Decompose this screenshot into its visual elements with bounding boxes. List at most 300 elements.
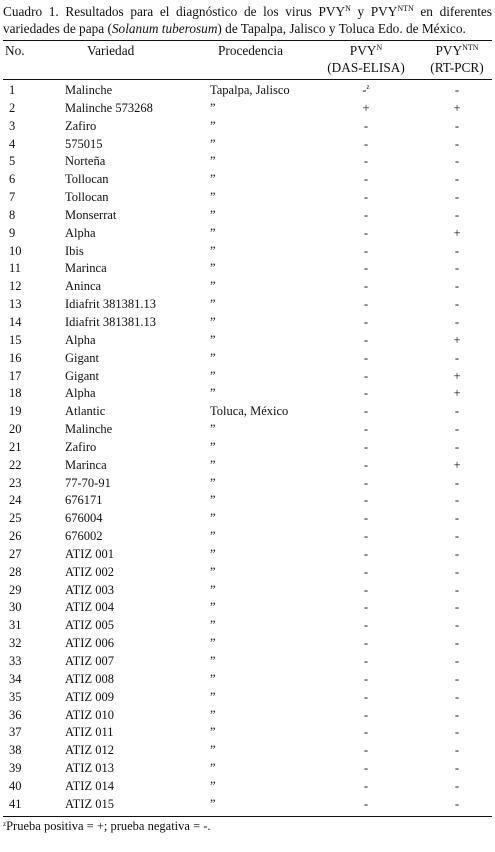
cell-procedencia-value: ” [210, 457, 216, 472]
cell-rt-pcr-value: - [454, 671, 460, 686]
cell-variedad-value: Monserrat [65, 207, 117, 222]
cell-das-elisa-value: - [363, 564, 369, 579]
table-row [3, 385, 492, 403]
cell-das-elisa [326, 635, 406, 653]
cell-das-elisa [326, 278, 406, 296]
cell-variedad [65, 421, 112, 439]
cell-das-elisa [326, 421, 406, 439]
cell-no-value: 23 [9, 475, 22, 490]
table-row [3, 100, 492, 118]
cell-no [9, 599, 22, 617]
cell-procedencia [210, 475, 216, 493]
cell-das-elisa-value: - [363, 546, 369, 561]
cell-procedencia-value: ” [210, 796, 216, 811]
cell-variedad [65, 439, 96, 457]
caption-text: en diferentes variedades de papa ( [3, 4, 492, 36]
cell-variedad-value: ATIZ 004 [65, 600, 114, 615]
table-row [3, 617, 492, 635]
cell-variedad [65, 100, 153, 118]
cell-procedencia [210, 421, 216, 439]
cell-no [9, 332, 22, 350]
cell-no-value: 18 [9, 386, 22, 401]
table-row [3, 475, 492, 493]
cell-rt-pcr [422, 492, 492, 510]
table-row [3, 546, 492, 564]
cell-variedad-value: ATIZ 013 [65, 761, 114, 776]
cell-variedad-value: ATIZ 008 [65, 671, 114, 686]
table-row [3, 724, 492, 742]
cell-procedencia [210, 564, 216, 582]
cell-rt-pcr-value: - [454, 511, 460, 526]
cell-rt-pcr-value: - [454, 778, 460, 793]
cell-rt-pcr-value: - [454, 546, 460, 561]
cell-procedencia [210, 118, 216, 136]
cell-procedencia-value: ” [210, 207, 216, 222]
cell-procedencia-value: ” [210, 154, 216, 169]
cell-no-value: 19 [9, 404, 22, 419]
cell-variedad-value: Zafiro [65, 118, 97, 133]
cell-rt-pcr-value: + [453, 386, 461, 401]
cell-variedad-value: Zafiro [65, 439, 97, 454]
cell-das-elisa-value: - [363, 582, 369, 597]
cell-procedencia-value: ” [210, 386, 216, 401]
cell-rt-pcr-value: - [454, 243, 460, 258]
cell-das-elisa [326, 439, 406, 457]
cell-variedad-value: Idiafrit 381381.13 [65, 297, 156, 312]
table-row [3, 796, 492, 814]
cell-rt-pcr [422, 546, 492, 564]
cell-procedencia-value: ” [210, 100, 216, 115]
cell-no [9, 760, 22, 778]
cell-procedencia [210, 528, 216, 546]
cell-das-elisa-value: - [363, 654, 369, 668]
cell-variedad-value: ATIZ 001 [65, 546, 114, 561]
cell-rt-pcr-value: + [453, 332, 461, 347]
cell-procedencia [210, 314, 216, 332]
cell-das-elisa [326, 207, 406, 225]
cell-rt-pcr-value: - [454, 600, 460, 615]
cell-procedencia-value: Toluca, México [210, 404, 289, 419]
cell-variedad-value: Idiafrit 381381.13 [65, 314, 156, 329]
cell-rt-pcr-value: - [454, 297, 460, 312]
cell-das-elisa [326, 475, 406, 493]
cell-procedencia-value: ” [210, 511, 216, 526]
table-header [3, 41, 492, 79]
cell-procedencia [210, 599, 216, 617]
table-row [3, 296, 492, 314]
cell-das-elisa-value: - [363, 511, 369, 526]
cell-variedad-value: 77-70-91 [65, 475, 111, 490]
cell-das-elisa [326, 671, 406, 689]
table-bottom-rule [3, 816, 492, 817]
cell-rt-pcr [422, 153, 492, 171]
cell-variedad [65, 278, 101, 296]
table-row [3, 492, 492, 510]
cell-variedad-value: Atlantic [65, 404, 106, 419]
table-row [3, 707, 492, 725]
cell-no [9, 189, 15, 207]
cell-variedad [65, 332, 96, 350]
cell-rt-pcr-value: - [454, 618, 460, 633]
cell-das-elisa-value: - [363, 136, 369, 151]
cell-rt-pcr [422, 724, 492, 742]
cell-rt-pcr-value: - [454, 207, 460, 222]
cell-procedencia [210, 278, 216, 296]
cell-rt-pcr-value: - [454, 582, 460, 597]
cell-rt-pcr [422, 599, 492, 617]
cell-procedencia [210, 189, 216, 207]
cell-no-value: 21 [9, 439, 22, 454]
cell-variedad [65, 457, 107, 475]
cell-das-elisa-value: - [363, 689, 369, 704]
header-pvyntn-superscript: NTN [462, 43, 479, 52]
cell-variedad-value: Alpha [65, 332, 96, 347]
table-row [3, 243, 492, 261]
cell-no-value: 4 [9, 136, 16, 151]
cell-rt-pcr [422, 243, 492, 261]
table-row [3, 510, 492, 528]
header-pvyntn-label: PVY [435, 43, 463, 58]
cell-procedencia-value: ” [210, 600, 216, 615]
table-row [3, 653, 492, 671]
cell-procedencia [210, 332, 216, 350]
table-row [3, 599, 492, 617]
cell-procedencia-value: ” [210, 350, 216, 365]
cell-rt-pcr-value: - [454, 83, 460, 97]
table-row [3, 260, 492, 278]
cell-rt-pcr-value: - [454, 761, 460, 776]
table-row [3, 778, 492, 796]
cell-no [9, 439, 22, 457]
cell-no [9, 778, 22, 796]
cell-rt-pcr [422, 796, 492, 814]
cell-rt-pcr-value: - [454, 314, 460, 329]
table-row [3, 153, 492, 171]
cell-no-value: 14 [9, 314, 22, 329]
header-pvyn [326, 43, 406, 59]
cell-procedencia [210, 582, 216, 600]
cell-variedad [65, 778, 114, 796]
header-pvyn-superscript: N [376, 43, 383, 52]
cell-procedencia-value: ” [210, 225, 216, 240]
cell-no-value: 17 [9, 368, 22, 383]
cell-variedad [65, 350, 99, 368]
cell-no-value: 2 [9, 100, 16, 115]
cell-no [9, 635, 22, 653]
cell-das-elisa-value: - [363, 172, 369, 187]
cell-rt-pcr-value: - [454, 279, 460, 294]
cell-procedencia-value: ” [210, 564, 216, 579]
cell-rt-pcr [422, 582, 492, 600]
cell-variedad-value: Malinche 573268 [65, 100, 153, 115]
cell-das-elisa [326, 617, 406, 635]
cell-no-value: 34 [9, 671, 22, 686]
cell-procedencia [210, 153, 216, 171]
cell-procedencia-value: ” [210, 190, 216, 205]
cell-no [9, 207, 15, 225]
cell-procedencia [210, 260, 216, 278]
cell-das-elisa-value: - [363, 761, 369, 776]
cell-das-elisa [326, 724, 406, 742]
cell-variedad [65, 724, 114, 742]
cell-variedad [65, 403, 105, 421]
cell-rt-pcr-value: - [454, 475, 460, 490]
cell-das-elisa [326, 350, 406, 368]
cell-das-elisa [326, 796, 406, 814]
cell-rt-pcr [422, 225, 492, 243]
cell-no [9, 350, 22, 368]
cell-procedencia [210, 492, 216, 510]
cell-no [9, 564, 22, 582]
cell-das-elisa-value: - [363, 439, 369, 454]
cell-procedencia-value: ” [210, 332, 216, 347]
cell-das-elisa-value: - [363, 796, 369, 811]
cell-variedad [65, 617, 114, 635]
cell-das-elisa-value: - [363, 404, 369, 419]
cell-procedencia [210, 368, 216, 386]
cell-variedad [65, 385, 96, 403]
cell-das-elisa [326, 457, 406, 475]
cell-procedencia-value: ” [210, 671, 216, 686]
cell-variedad [65, 475, 111, 493]
cell-no [9, 278, 22, 296]
caption-text: Cuadro 1. Resultados para el diagnóstico de los virus PVY [3, 4, 346, 19]
cell-no-value: 12 [9, 279, 22, 294]
cell-rt-pcr [422, 707, 492, 725]
cell-rt-pcr-value: - [454, 725, 460, 740]
cell-das-elisa [326, 385, 406, 403]
cell-no-value: 28 [9, 564, 22, 579]
cell-rt-pcr [422, 510, 492, 528]
cell-variedad [65, 82, 112, 100]
table-row [3, 189, 492, 207]
cell-das-elisa [326, 136, 406, 154]
cell-variedad [65, 707, 114, 725]
cell-das-elisa [326, 153, 406, 171]
cell-das-elisa [326, 528, 406, 546]
cell-variedad [65, 296, 156, 314]
cell-das-elisa-value: + [362, 100, 370, 115]
cell-das-elisa [326, 82, 406, 100]
cell-variedad-value: ATIZ 011 [65, 725, 114, 740]
cell-das-elisa [326, 314, 406, 332]
cell-procedencia-value: ” [210, 493, 216, 508]
cell-procedencia [210, 100, 216, 118]
cell-variedad-value: 676002 [65, 529, 103, 544]
table-row [3, 421, 492, 439]
cell-no-value: 27 [9, 546, 22, 561]
cell-das-elisa [326, 403, 406, 421]
cell-no [9, 457, 22, 475]
cell-procedencia [210, 742, 216, 760]
cell-no-value: 41 [9, 796, 22, 811]
cell-no [9, 742, 22, 760]
cell-rt-pcr-value: + [453, 225, 461, 240]
cell-variedad-value: Malinche [65, 422, 113, 437]
cell-procedencia-value: ” [210, 279, 216, 294]
cell-variedad [65, 136, 103, 154]
cell-das-elisa [326, 100, 406, 118]
table-row [3, 314, 492, 332]
cell-variedad-value: Marinca [65, 457, 107, 472]
table-row [3, 332, 492, 350]
cell-variedad-value: ATIZ 007 [65, 654, 114, 668]
cell-no-value: 32 [9, 636, 22, 651]
cell-variedad-value: Ibis [65, 243, 84, 258]
cell-das-elisa-value: - [363, 386, 369, 401]
cell-das-elisa [326, 243, 406, 261]
header-pvyntn-method: (RT-PCR) [430, 60, 484, 75]
cell-procedencia-value: ” [210, 314, 216, 329]
cell-variedad [65, 510, 103, 528]
cell-procedencia [210, 653, 216, 671]
table-row [3, 528, 492, 546]
cell-no [9, 260, 21, 278]
cell-no [9, 707, 22, 725]
cell-das-elisa-value: - [363, 707, 369, 722]
cell-procedencia-value: ” [210, 529, 216, 544]
cell-variedad [65, 796, 114, 814]
cell-variedad-value: Alpha [65, 386, 96, 401]
cell-procedencia [210, 617, 216, 635]
cell-rt-pcr [422, 296, 492, 314]
cell-procedencia [210, 671, 216, 689]
cell-no [9, 296, 22, 314]
cell-rt-pcr [422, 617, 492, 635]
cell-no [9, 546, 22, 564]
cell-variedad-value: Tollocan [65, 190, 109, 205]
cell-variedad-value: Tollocan [65, 172, 109, 187]
table-row [3, 225, 492, 243]
header-procedencia: Procedencia [218, 43, 283, 58]
cell-no [9, 653, 22, 671]
cell-variedad [65, 314, 156, 332]
cell-no-value: 7 [9, 190, 16, 205]
cell-no [9, 153, 15, 171]
cell-no [9, 171, 15, 189]
cell-rt-pcr [422, 368, 492, 386]
cell-das-elisa-value: - [363, 636, 369, 651]
cell-variedad-value: ATIZ 006 [65, 636, 114, 651]
cell-das-elisa-value: - [363, 368, 369, 383]
table-row [3, 582, 492, 600]
cell-no-value: 5 [9, 154, 16, 169]
cell-variedad [65, 599, 114, 617]
cell-das-elisa-value: - [363, 314, 369, 329]
cell-rt-pcr [422, 475, 492, 493]
cell-variedad-value: Alpha [65, 225, 96, 240]
cell-rt-pcr [422, 689, 492, 707]
cell-variedad [65, 243, 84, 261]
table-row [3, 368, 492, 386]
cell-no [9, 225, 15, 243]
cell-das-elisa-value: - [362, 83, 367, 97]
cell-no-value: 38 [9, 743, 22, 758]
cell-procedencia [210, 457, 216, 475]
cell-no-value: 9 [9, 225, 16, 240]
cell-procedencia-value: ” [210, 546, 216, 561]
cell-no [9, 492, 22, 510]
cell-rt-pcr-value: - [454, 261, 460, 276]
cell-das-elisa-footnote-mark: z [366, 83, 370, 91]
table-row [3, 457, 492, 475]
cell-rt-pcr-value: - [454, 350, 460, 365]
cell-das-elisa [326, 582, 406, 600]
cell-no-value: 3 [9, 118, 16, 133]
cell-das-elisa-value: - [363, 493, 369, 508]
cell-no [9, 617, 22, 635]
cell-procedencia-value: ” [210, 761, 216, 776]
header-variedad: Variedad [87, 43, 135, 58]
cell-procedencia [210, 439, 216, 457]
cell-das-elisa-value: - [363, 725, 369, 740]
cell-no-value: 35 [9, 689, 22, 704]
cell-rt-pcr-value: - [454, 439, 460, 454]
cell-variedad-value: 575015 [65, 136, 103, 151]
table-row [3, 171, 492, 189]
cell-das-elisa [326, 742, 406, 760]
cell-rt-pcr [422, 118, 492, 136]
cell-das-elisa [326, 778, 406, 796]
table-row [3, 635, 492, 653]
table-caption [3, 3, 492, 37]
cell-no-value: 29 [9, 582, 22, 597]
cell-no [9, 475, 22, 493]
cell-rt-pcr [422, 332, 492, 350]
table-row [3, 403, 492, 421]
cell-das-elisa [326, 653, 406, 671]
table-document [3, 3, 492, 834]
cell-variedad [65, 153, 105, 171]
header-pvyn-method: (DAS-ELISA) [327, 60, 405, 75]
cell-rt-pcr [422, 778, 492, 796]
cell-procedencia [210, 385, 216, 403]
cell-procedencia-value: ” [210, 297, 216, 312]
cell-no-value: 24 [9, 493, 22, 508]
header-pvyntn [422, 43, 492, 59]
table-row [3, 742, 492, 760]
cell-procedencia-value: ” [210, 118, 216, 133]
cell-rt-pcr [422, 671, 492, 689]
cell-procedencia [210, 778, 216, 796]
cell-procedencia [210, 635, 216, 653]
cell-variedad [65, 546, 114, 564]
cell-no [9, 421, 22, 439]
cell-no [9, 671, 22, 689]
cell-das-elisa-value: - [363, 529, 369, 544]
cell-rt-pcr-value: + [453, 100, 461, 115]
cell-variedad-value: ATIZ 014 [65, 778, 114, 793]
cell-variedad [65, 635, 114, 653]
cell-procedencia [210, 350, 216, 368]
cell-procedencia-value: ” [210, 243, 216, 258]
cell-rt-pcr [422, 100, 492, 118]
cell-rt-pcr-value: - [454, 636, 460, 651]
caption-text: y PVY [350, 4, 398, 19]
cell-procedencia [210, 546, 216, 564]
cell-rt-pcr-value: - [454, 493, 460, 508]
cell-das-elisa-value: - [363, 243, 369, 258]
table-footnote [3, 818, 492, 834]
cell-no-value: 8 [9, 207, 16, 222]
cell-das-elisa-value: - [363, 279, 369, 294]
cell-procedencia-value: ” [210, 368, 216, 383]
cell-variedad [65, 528, 103, 546]
cell-procedencia-value: Tapalpa, Jalisco [210, 83, 290, 97]
cell-no-value: 30 [9, 600, 22, 615]
cell-procedencia [210, 796, 216, 814]
cell-das-elisa [326, 760, 406, 778]
